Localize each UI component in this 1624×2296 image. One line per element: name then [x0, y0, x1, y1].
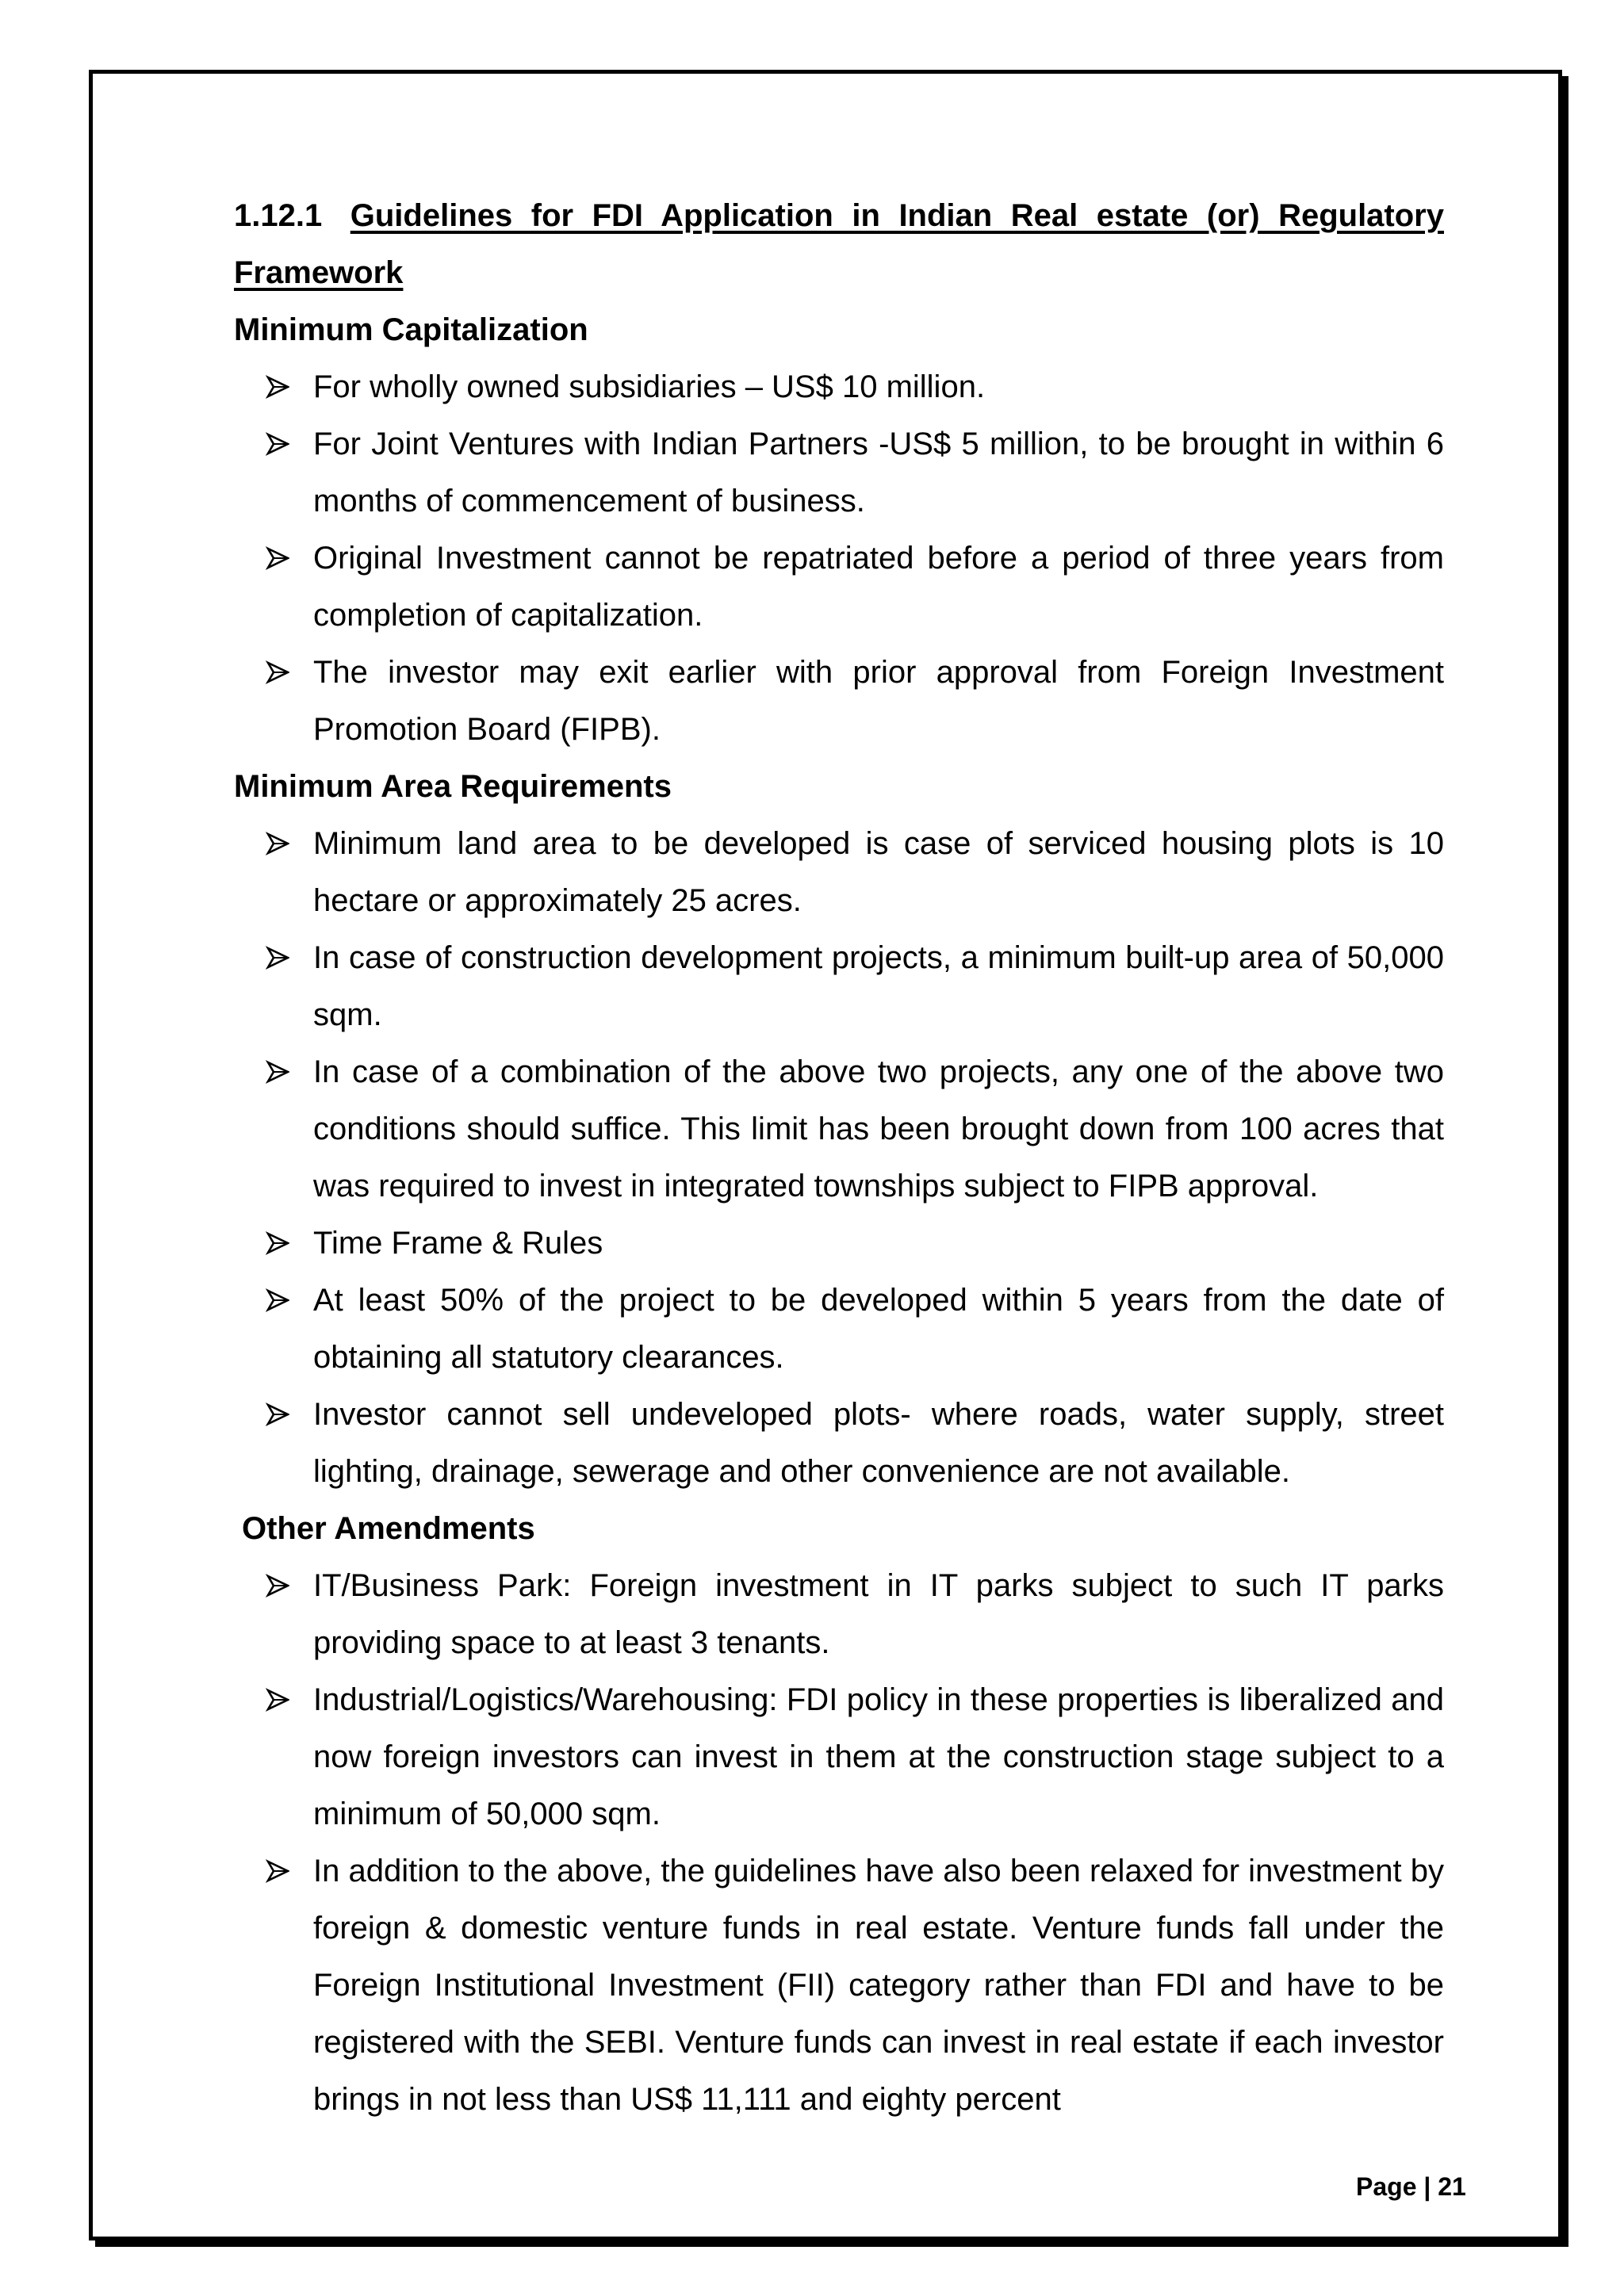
- arrowhead-bullet-icon: [266, 530, 297, 587]
- page-content: [234, 187, 1444, 2128]
- list-item-text: Investor cannot sell undeveloped plots- where roads, water supply, street lighting, drainage, sewerage and other convenience are not available.: [313, 1397, 1444, 1489]
- list-item: [234, 1843, 1444, 2128]
- list-item-text: Original Investment cannot be repatriated before a period of three years from completion of capitalization.: [313, 541, 1444, 633]
- list-item-text: Industrial/Logistics/Warehousing: FDI policy in these properties is liberalized and now foreign investors can invest in them at the construction stage subject to a minimum of 50,000 sqm.: [313, 1682, 1444, 1831]
- list-item: [234, 929, 1444, 1043]
- other-amendments-heading: Other Amendments: [242, 1511, 535, 1546]
- section-title: Guidelines for FDI Application in Indian Real estate (or) Regulatory Framework: [234, 198, 1444, 290]
- list-item: [234, 1215, 1444, 1272]
- arrowhead-bullet-icon: [266, 1043, 297, 1100]
- list-item: [234, 644, 1444, 758]
- list-item-text: The investor may exit earlier with prior approval from Foreign Investment Promotion Board (FIPB).: [313, 655, 1444, 747]
- minimum-capitalization-list: [234, 358, 1444, 758]
- list-item-text: In case of construction development projects, a minimum built-up area of 50,000 sqm.: [313, 940, 1444, 1032]
- arrowhead-bullet-icon: [266, 415, 297, 473]
- arrowhead-bullet-icon: [266, 1843, 297, 1900]
- list-item: [234, 815, 1444, 929]
- list-item: [234, 1557, 1444, 1671]
- arrowhead-bullet-icon: [266, 929, 297, 986]
- list-item-text: IT/Business Park: Foreign investment in IT parks subject to such IT parks providing space to at least 3 tenants.: [313, 1568, 1444, 1660]
- list-item-text: Time Frame & Rules: [313, 1226, 603, 1261]
- arrowhead-bullet-icon: [266, 1671, 297, 1728]
- arrowhead-bullet-icon: [266, 1557, 297, 1614]
- arrowhead-bullet-icon: [266, 358, 297, 415]
- list-item-text: In addition to the above, the guidelines have also been relaxed for investment by foreign & domestic venture funds in real estate. Venture funds fall under the Foreign Institutional Investment (FII) category rather than FDI and have to be registered with the SEBI. Venture funds can invest in real estate if each investor brings in not less than US$ 11,111 and eighty percent: [313, 1854, 1444, 2117]
- minimum-area-list: [234, 815, 1444, 1500]
- minimum-capitalization-heading: Minimum Capitalization: [234, 312, 588, 347]
- arrowhead-bullet-icon: [266, 1272, 297, 1329]
- page-number: Page | 21: [1356, 2172, 1466, 2201]
- list-item-text: Minimum land area to be developed is case of serviced housing plots is 10 hectare or approximately 25 acres.: [313, 826, 1444, 918]
- list-item: [234, 415, 1444, 530]
- arrowhead-bullet-icon: [266, 1215, 297, 1272]
- arrowhead-bullet-icon: [266, 815, 297, 872]
- list-item: [234, 530, 1444, 644]
- list-item-text: For wholly owned subsidiaries – US$ 10 million.: [313, 369, 986, 404]
- list-item-text: For Joint Ventures with Indian Partners -US$ 5 million, to be brought in within 6 months of commencement of business.: [313, 427, 1444, 519]
- list-item-text: At least 50% of the project to be developed within 5 years from the date of obtaining all statutory clearances.: [313, 1283, 1444, 1375]
- section-number: 1.12.1: [234, 198, 323, 233]
- list-item: [234, 1386, 1444, 1500]
- section-heading: [234, 187, 1444, 301]
- list-item-text: In case of a combination of the above two projects, any one of the above two conditions should suffice. This limit has been brought down from 100 acres that was required to invest in integrated townships subject to FIPB approval.: [313, 1054, 1444, 1203]
- list-item: [234, 1671, 1444, 1843]
- minimum-area-heading: Minimum Area Requirements: [234, 769, 672, 804]
- other-amendments-list: [234, 1557, 1444, 2128]
- list-item: [234, 358, 1444, 415]
- arrowhead-bullet-icon: [266, 644, 297, 701]
- list-item: [234, 1043, 1444, 1215]
- list-item: [234, 1272, 1444, 1386]
- arrowhead-bullet-icon: [266, 1386, 297, 1443]
